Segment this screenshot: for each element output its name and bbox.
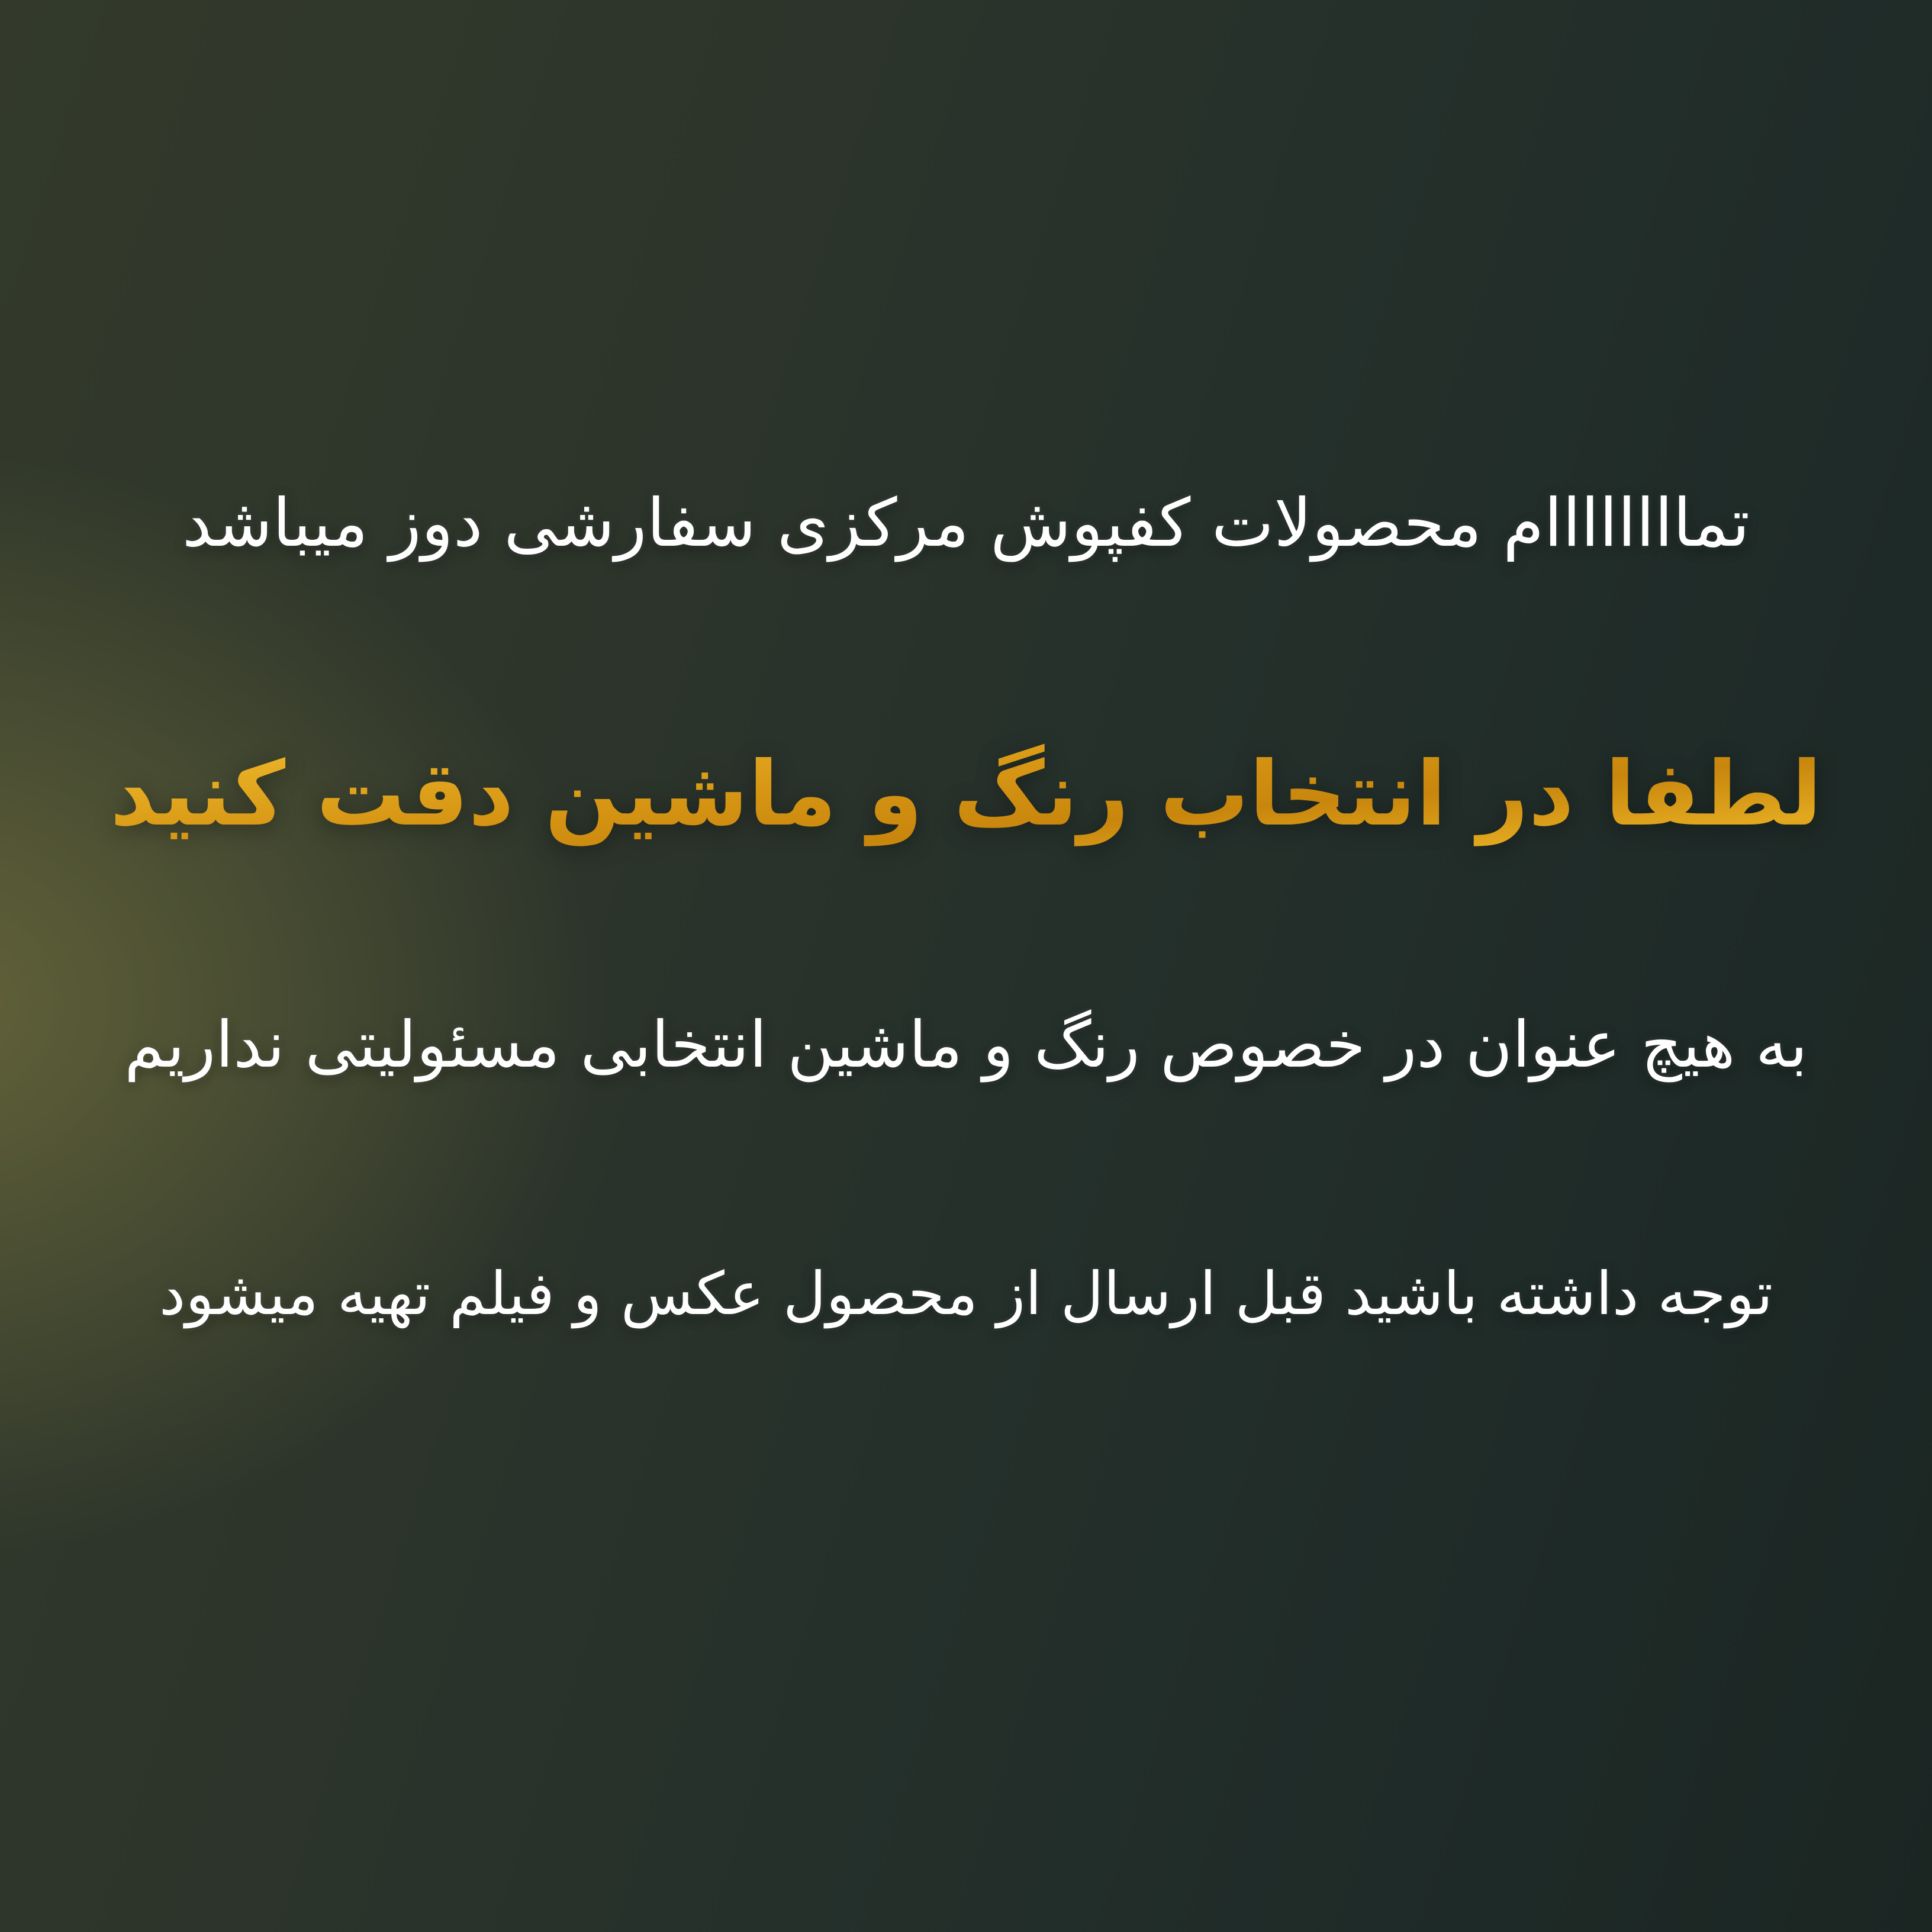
top-note-text: تماااااااام محصولات کفپوش مرکزی سفارشی دوز میباشد — [182, 485, 1750, 562]
headline-warning-text: لطفا در انتخاب رنگ و ماشین دقت کنید — [0, 719, 1932, 870]
disclaimer-text: به هیچ عنوان در خصوص رنگ و ماشین انتخابی مسئولیتی نداریم — [124, 1008, 1808, 1082]
photo-video-note-text: توجه داشته باشید قبل ارسال از محصول عکس و فیلم تهیه میشود — [159, 1259, 1773, 1328]
